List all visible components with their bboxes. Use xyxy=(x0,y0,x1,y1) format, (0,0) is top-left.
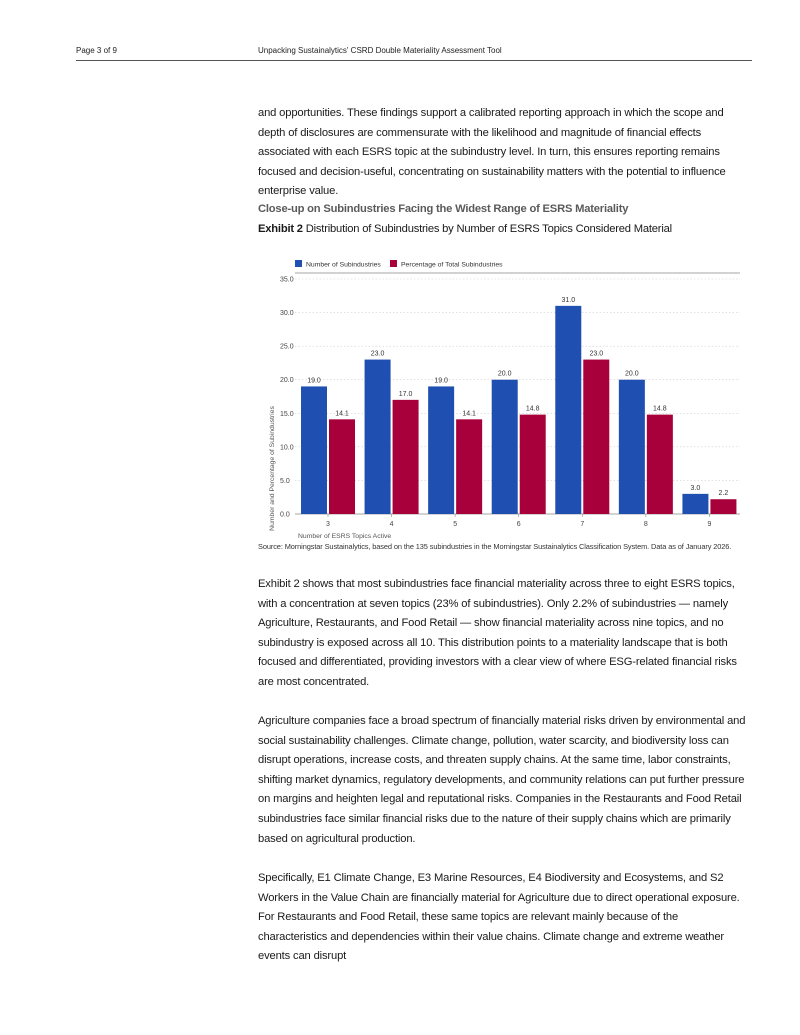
legend-swatch-2 xyxy=(390,260,397,267)
document-title: Unpacking Sustainalytics' CSRD Double Materiality Assessment Tool xyxy=(258,46,502,55)
data-label: 14.8 xyxy=(653,405,667,413)
x-tick-label: 3 xyxy=(326,521,330,528)
exhibit-caption: Distribution of Subindustries by Number of ESRS Topics Considered Material xyxy=(305,223,672,235)
y-tick-label: 5.0 xyxy=(280,477,290,485)
bar-percent xyxy=(710,499,736,514)
exhibit-title xyxy=(258,223,672,235)
legend-swatch-1 xyxy=(295,260,302,267)
bar-percent xyxy=(647,415,673,514)
data-label: 20.0 xyxy=(625,370,639,378)
data-label: 19.0 xyxy=(434,377,448,385)
x-tick-label: 4 xyxy=(389,521,394,528)
data-label: 31.0 xyxy=(561,296,576,304)
bar-count xyxy=(682,494,708,514)
legend-label-2: Percentage of Total Subindustries xyxy=(401,261,503,269)
bar-percent xyxy=(329,419,355,514)
page-header xyxy=(76,46,752,62)
data-label: 20.0 xyxy=(497,370,512,378)
data-label: 14.1 xyxy=(335,410,349,418)
bar-percent xyxy=(520,415,546,514)
y-tick-label: 30.0 xyxy=(280,310,294,318)
y-tick-label: 15.0 xyxy=(280,410,294,418)
exhibit-source: Source: Morningstar Sustainalytics, based on the 135 subindustries in the Morningstar Sustainalytics Classification System. Data as of January 2026. xyxy=(258,542,732,551)
body-paragraph-2: Exhibit 2 shows that most subindustries face financial materiality across three to eight ESRS topics, with a concentration at seven topics (23% of subindustries). Only 2.2% of subindustries — namely Agriculture, Restaurants, and Food Retail — show financial materiality across nine topics, and no subindustry is exposed across all 10. This distribution points to a materiality landscape that is both focused and differentiated, providing investors with a clear view of where ESG-related financial risks are most concentrated. xyxy=(258,578,737,688)
bar-percent xyxy=(456,419,482,514)
bar-count xyxy=(301,386,327,514)
y-tick-label: 10.0 xyxy=(280,444,294,452)
data-label: 3.0 xyxy=(690,484,701,492)
bar-count xyxy=(492,380,518,514)
y-tick-label: 0.0 xyxy=(280,511,290,519)
data-label: 23.0 xyxy=(589,350,604,358)
bar-count xyxy=(428,386,454,514)
x-axis-title: Number of ESRS Topics Active xyxy=(298,533,392,540)
data-label: 17.0 xyxy=(398,390,413,398)
data-label: 23.0 xyxy=(370,350,385,358)
exhibit-label: Exhibit 2 xyxy=(258,223,303,235)
data-label: 14.1 xyxy=(462,410,476,418)
bar-count xyxy=(555,306,581,514)
exhibit-heading: Close-up on Subindustries Facing the Widest Range of ESRS Materiality xyxy=(258,203,629,215)
y-tick-label: 20.0 xyxy=(280,377,294,385)
y-axis-title: Number and Percentage of Subindustries xyxy=(269,406,276,531)
body-paragraph-3: Agriculture companies face a broad spectrum of financially material risks driven by environmental and social sustainability challenges. Climate change, pollution, water scarcity, and biodiversity loss can disrupt operations, increase costs, and threaten supply chains. At the same time, labor constraints, shifting market dynamics, regulatory developments, and community relations can put further pressure on margins and heighten legal and reputational risks. Companies in the Restaurants and Food Retail subindustries face similar financial risks due to the nature of their supply chains which are primarily based on agricultural production. xyxy=(258,715,746,845)
header-divider xyxy=(76,60,752,61)
body-paragraph-4: Specifically, E1 Climate Change, E3 Marine Resources, E4 Biodiversity and Ecosystems, and S2 Workers in the Value Chain are financially material for Agriculture due to direct operational exposure. For Restaurants and Food Retail, these same topics are relevant mainly because of the characteristics and dependencies within their value chains. Climate change and extreme weather events can disrupt xyxy=(258,872,740,963)
bar-count xyxy=(365,360,391,514)
page-number: Page 3 of 9 xyxy=(76,46,117,55)
bar-percent xyxy=(393,400,419,514)
x-tick-label: 5 xyxy=(453,521,458,528)
y-tick-label: 35.0 xyxy=(280,276,294,284)
x-tick-label: 6 xyxy=(516,521,521,528)
bar-count xyxy=(619,380,645,514)
x-tick-label: 8 xyxy=(643,521,648,528)
x-tick-label: 9 xyxy=(707,521,712,528)
y-tick-label: 25.0 xyxy=(280,343,294,351)
x-tick-label: 7 xyxy=(580,521,585,528)
bar-percent xyxy=(583,360,609,514)
data-label: 2.2 xyxy=(718,490,729,498)
data-label: 19.0 xyxy=(307,377,321,385)
data-label: 14.8 xyxy=(525,405,540,413)
legend-label-1: Number of Subindustries xyxy=(306,261,381,269)
bar-chart xyxy=(258,252,748,542)
body-paragraph-1: and opportunities. These findings support a calibrated reporting approach in which the scope and depth of disclosures are commensurate with the likelihood and magnitude of financial effects associated with each ESRS topic at the subindustry level. In turn, this ensures reporting remains focused and decision-useful, concentrating on sustainability matters with the potential to influence enterprise value. xyxy=(258,107,726,198)
